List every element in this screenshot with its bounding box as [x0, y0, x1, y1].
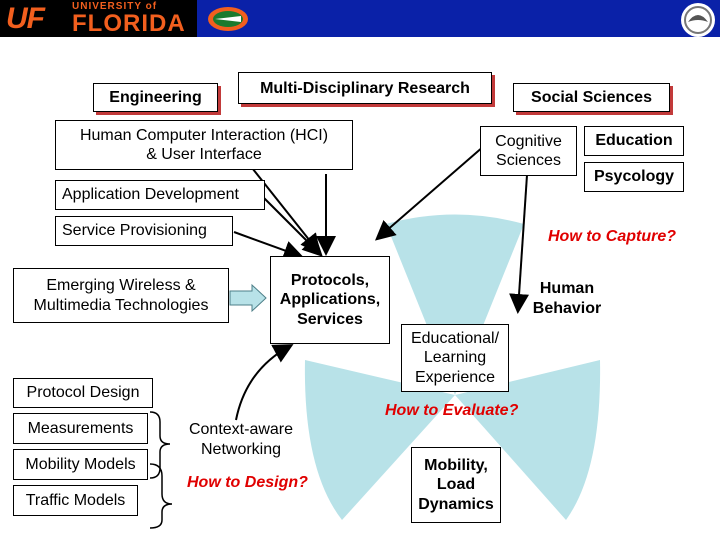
traffic-models-box	[13, 485, 138, 516]
edu-line3: Experience	[414, 368, 496, 386]
context-line2: Networking	[200, 441, 282, 458]
human-line2: Behavior	[532, 300, 602, 317]
social-label: Social Sciences	[531, 88, 652, 106]
protocols-box	[270, 256, 390, 344]
mobility-models-box	[13, 449, 148, 480]
protocols-line2: Applications,	[279, 291, 381, 309]
human-line1: Human	[539, 280, 595, 297]
traffic-models-label: Traffic Models	[25, 491, 126, 509]
protocol-design-box	[13, 378, 153, 408]
protocols-line3: Services	[297, 310, 363, 328]
logo-university-text: UNIVERSITY of	[72, 1, 158, 12]
psycology-box	[584, 162, 684, 192]
logo-florida-text: FLORIDA	[72, 10, 186, 37]
measurements-label: Measurements	[27, 419, 134, 437]
social-box	[513, 83, 670, 112]
context-line1: Context-aware	[188, 421, 294, 438]
research-box	[238, 72, 492, 104]
cognitive-line1: Cognitive	[495, 132, 562, 150]
service-box	[55, 216, 233, 246]
research-label: Multi-Disciplinary Research	[260, 80, 470, 97]
engineering-box	[93, 83, 218, 112]
edu-line2: Learning	[423, 349, 487, 367]
hci-line1: Human Computer Interaction (HCI)	[79, 126, 329, 144]
psycology-label: Psycology	[593, 168, 675, 186]
hci-box	[55, 120, 353, 170]
emerging-arrow	[230, 285, 266, 311]
measurements-box	[13, 413, 148, 444]
context-aware-text	[176, 420, 306, 460]
app-dev-box	[55, 180, 265, 210]
educational-box	[401, 324, 509, 392]
protocol-design-label: Protocol Design	[26, 384, 140, 402]
mob-line1: Mobility,	[424, 457, 488, 475]
edu-line1: Educational/	[410, 330, 500, 348]
mobility-models-label: Mobility Models	[25, 455, 136, 473]
engineering-label: Engineering	[109, 88, 202, 106]
service-label: Service Provisioning	[62, 222, 207, 240]
mobility-load-box	[411, 447, 501, 523]
emerging-box	[13, 268, 229, 323]
hci-line2: & User Interface	[146, 146, 262, 163]
mob-line3: Dynamics	[418, 495, 494, 513]
app-dev-label: Application Development	[62, 186, 239, 204]
emerging-line1: Emerging Wireless &	[46, 277, 196, 295]
emerging-line2: Multimedia Technologies	[33, 296, 209, 314]
cognitive-line2: Sciences	[496, 152, 561, 169]
mob-line2: Load	[436, 476, 476, 494]
human-behavior-text	[520, 279, 614, 319]
logo-uf-letters: UF	[6, 2, 44, 35]
education-label: Education	[595, 132, 673, 150]
how-to-design-label: How to Design?	[187, 474, 308, 491]
cognitive-box	[480, 126, 577, 176]
how-to-capture-label: How to Capture?	[548, 228, 676, 245]
protocols-line1: Protocols,	[290, 272, 370, 290]
education-box	[584, 126, 684, 156]
how-to-evaluate-label: How to Evaluate?	[385, 402, 519, 419]
